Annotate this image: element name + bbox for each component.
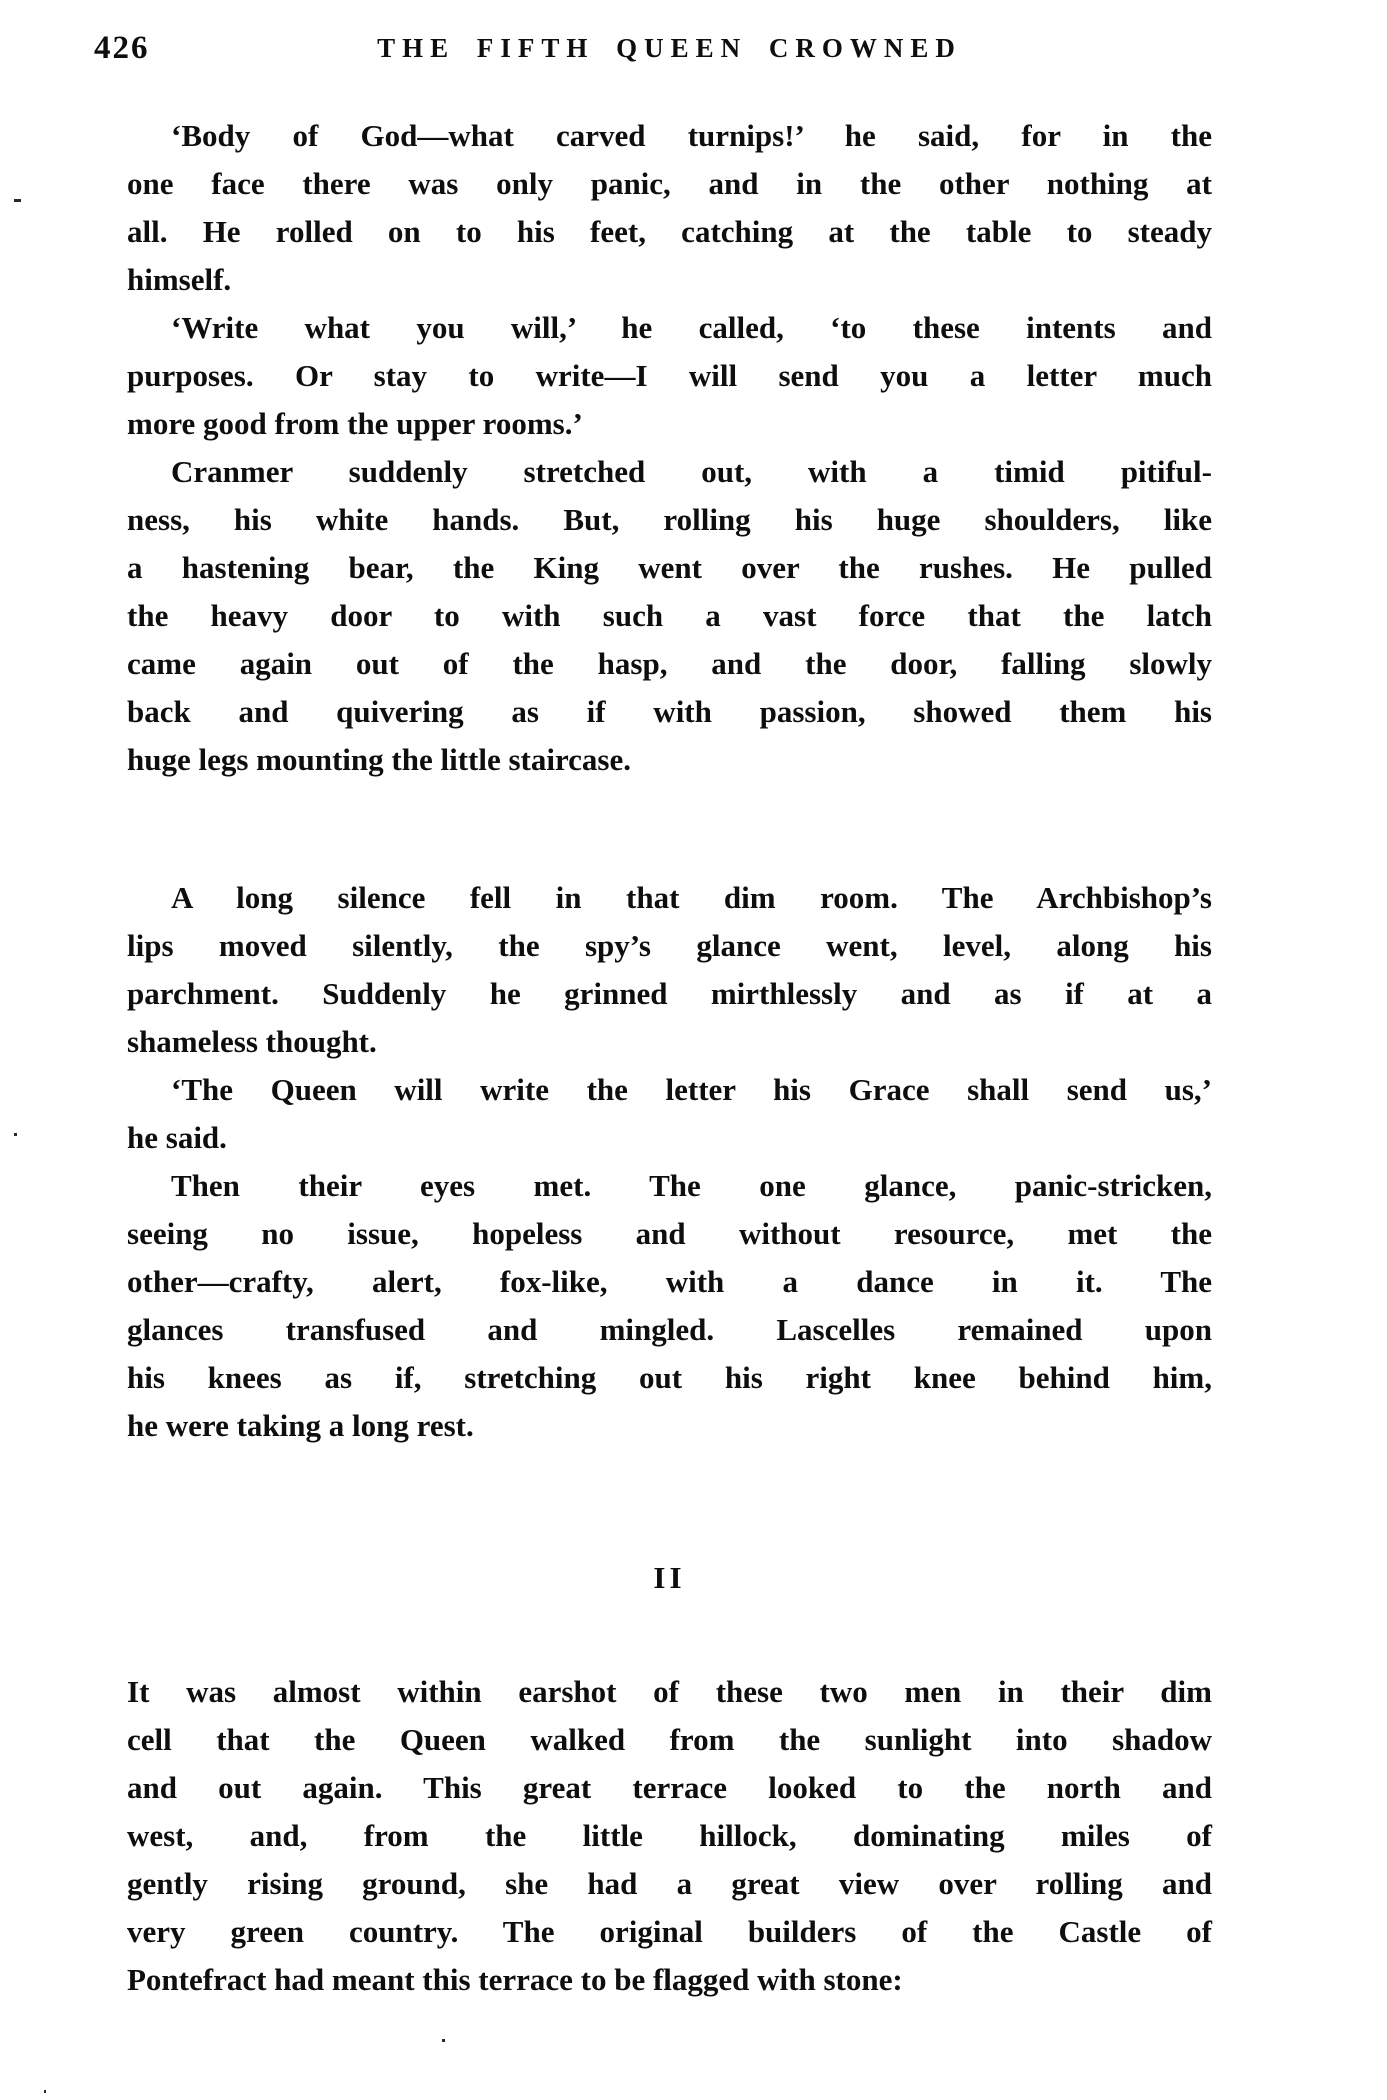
text-line: Then their eyes met. The one glance, panic-stricken, bbox=[171, 1168, 1212, 1203]
scan-speck bbox=[442, 2039, 445, 2042]
text-line: himself. bbox=[127, 262, 232, 297]
page-header bbox=[94, 28, 1212, 68]
text-line: Pontefract had meant this terrace to be flagged with stone: bbox=[127, 1962, 903, 1997]
text-line: lips moved silently, the spy’s glance went, level, along his bbox=[127, 928, 1212, 963]
text-line: Cranmer suddenly stretched out, with a timid pitiful- bbox=[171, 454, 1212, 489]
text-line: seeing no issue, hopeless and without resource, met the bbox=[127, 1216, 1212, 1251]
text-line: west, and, from the little hillock, dominating miles of bbox=[127, 1818, 1212, 1853]
paragraph bbox=[127, 874, 1212, 1066]
text-line: other—crafty, alert, fox-like, with a dance in it. The bbox=[127, 1264, 1212, 1299]
text-line: ‘Body of God—what carved turnips!’ he said, for in the bbox=[171, 118, 1212, 153]
page-text bbox=[127, 112, 1212, 2004]
paragraph bbox=[127, 112, 1212, 304]
section-break bbox=[127, 784, 1212, 874]
text-line: shameless thought. bbox=[127, 1024, 377, 1059]
text-line: a hastening bear, the King went over the rushes. He pulled bbox=[127, 550, 1212, 585]
text-line: his knees as if, stretching out his right knee behind him, bbox=[127, 1360, 1212, 1395]
text-line: A long silence fell in that dim room. The Archbishop’s bbox=[171, 880, 1212, 915]
text-line: ness, his white hands. But, rolling his huge shoulders, like bbox=[127, 502, 1212, 537]
paragraph bbox=[127, 304, 1212, 448]
paragraph bbox=[127, 1066, 1212, 1162]
text-column bbox=[94, 28, 1212, 2004]
text-line: gently rising ground, she had a great view over rolling and bbox=[127, 1866, 1212, 1901]
text-line: purposes. Or stay to write—I will send you a letter much bbox=[127, 358, 1212, 393]
text-line: parchment. Suddenly he grinned mirthlessly and as if at a bbox=[127, 976, 1212, 1011]
page-number: 426 bbox=[94, 30, 150, 66]
scan-speck bbox=[14, 1133, 17, 1136]
scan-speck bbox=[44, 2090, 46, 2093]
text-line: huge legs mounting the little staircase. bbox=[127, 742, 632, 777]
text-line: glances transfused and mingled. Lascelles remained upon bbox=[127, 1312, 1212, 1347]
text-line: more good from the upper rooms.’ bbox=[127, 406, 583, 441]
text-line: back and quivering as if with passion, showed them his bbox=[127, 694, 1212, 729]
text-line: cell that the Queen walked from the sunlight into shadow bbox=[127, 1722, 1212, 1757]
section-heading: II bbox=[653, 1560, 686, 1595]
paragraph bbox=[127, 448, 1212, 784]
text-line: ‘The Queen will write the letter his Grace shall send us,’ bbox=[171, 1072, 1212, 1107]
scan-speck bbox=[14, 199, 21, 202]
text-line: very green country. The original builders of the Castle of bbox=[127, 1914, 1212, 1949]
running-title: THE FIFTH QUEEN CROWNED bbox=[377, 33, 962, 63]
text-line: ‘Write what you will,’ he called, ‘to these intents and bbox=[171, 310, 1212, 345]
text-line: and out again. This great terrace looked to the north and bbox=[127, 1770, 1212, 1805]
text-line: came again out of the hasp, and the door, falling slowly bbox=[127, 646, 1212, 681]
paragraph bbox=[127, 1668, 1212, 2004]
text-line: he were taking a long rest. bbox=[127, 1408, 474, 1443]
paragraph bbox=[127, 1162, 1212, 1450]
text-line: one face there was only panic, and in the other nothing at bbox=[127, 166, 1212, 201]
text-line: It was almost within earshot of these two men in their dim bbox=[127, 1674, 1212, 1709]
text-line: the heavy door to with such a vast force that the latch bbox=[127, 598, 1212, 633]
text-line: all. He rolled on to his feet, catching at the table to steady bbox=[127, 214, 1212, 249]
text-line: he said. bbox=[127, 1120, 227, 1155]
